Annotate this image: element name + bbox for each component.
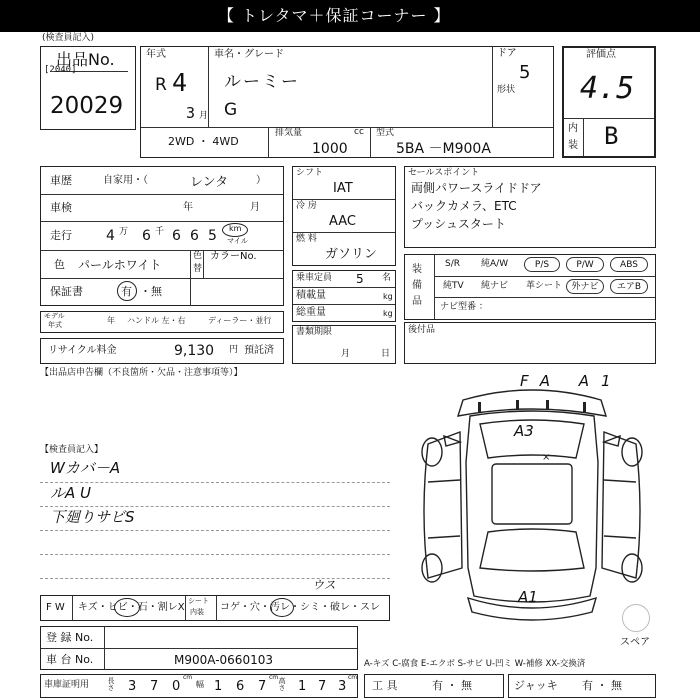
scratch-circle xyxy=(114,598,140,617)
inspector-line-2: ルA U xyxy=(50,484,92,502)
warranty-no: ・無 xyxy=(140,285,162,298)
equip-pw: P/W xyxy=(566,257,604,272)
sales-point-1: 両側パワースライドドア xyxy=(411,181,542,195)
gross-unit: kg xyxy=(383,309,393,318)
recycle-note: 預託済 xyxy=(244,345,274,356)
year-value: 4 xyxy=(172,68,188,97)
cert-v1-2: 0 xyxy=(172,679,181,694)
roof-note: A3 xyxy=(514,422,534,440)
top-note: (検査員記入) xyxy=(42,33,95,43)
chassis-label: 車 台 No. xyxy=(46,653,94,666)
shape-label: 形状 xyxy=(497,85,516,95)
cert-v1-1: 7 xyxy=(150,679,159,694)
inspection-year: 年 xyxy=(183,202,193,213)
certificate-label: 車庫証明用 xyxy=(44,680,90,690)
after-items-label: 後付品 xyxy=(408,325,436,335)
history-close: ） xyxy=(256,175,266,186)
model-year-l2: 年式 xyxy=(48,321,62,329)
jack-value: 有 ・ 無 xyxy=(582,679,622,692)
recycle-label: リサイクル料金 xyxy=(48,345,117,356)
spare-circle xyxy=(622,604,650,632)
month-unit: 月 xyxy=(199,111,209,121)
tools-value: 有 ・ 無 xyxy=(432,679,472,692)
sales-point-3: プッシュスタート xyxy=(411,217,506,231)
jack-label: ジャッキ xyxy=(514,679,558,692)
docs-month: 月 xyxy=(341,349,351,359)
docs-day: 日 xyxy=(381,349,391,359)
lot-sub: [2040] xyxy=(44,65,77,75)
interior-label-2: 装 xyxy=(568,140,578,151)
cert-l3: 高さ xyxy=(278,677,286,691)
recycle-unit: 円 xyxy=(229,345,239,355)
doors-label: ドア xyxy=(497,48,517,59)
stain-circle xyxy=(270,598,294,617)
type-value: 5BA －M900A xyxy=(396,141,491,157)
shift-value: IAT xyxy=(333,181,353,196)
drive-type: 2WD ・ 4WD xyxy=(168,135,239,148)
displacement-label: 排気量 xyxy=(275,128,303,138)
model-year-l1: モデル xyxy=(44,312,65,320)
month-value: 3 xyxy=(186,104,196,122)
stain-options: コゲ・穴・汚レ・シミ・破レ・スレ xyxy=(220,602,380,613)
fw-label: F W xyxy=(46,602,65,613)
mileage-sen-unit: 千 xyxy=(155,227,165,237)
cert-v2-2: 7 xyxy=(258,679,267,694)
cert-unit-2: cm xyxy=(269,674,279,681)
mileage-unit-km: km xyxy=(229,224,242,233)
color-change-1: 色 xyxy=(193,251,203,261)
mileage-d4: 5 xyxy=(208,228,217,244)
inspector-line-1: Wカバ－A xyxy=(50,459,121,477)
load-label: 積載量 xyxy=(296,290,326,301)
mileage-d2: 6 xyxy=(172,228,181,244)
equip-airbag: エアB xyxy=(610,279,648,294)
banner-title: 【 トレタマ＋保証コーナー 】 xyxy=(218,6,451,25)
inspection-label: 車検 xyxy=(50,201,72,214)
stain-handnote: ウス xyxy=(312,578,336,592)
equip-ext-navi: 外ナビ xyxy=(566,279,604,294)
equip-abs: ABS xyxy=(610,257,648,272)
capacity-unit: 名 xyxy=(382,273,392,283)
history-label: 車歴 xyxy=(50,174,72,187)
cert-v3-1: 7 xyxy=(318,679,327,694)
fuel-value: ガソリン xyxy=(325,247,378,262)
year-label: 年式 xyxy=(146,49,166,60)
ac-value: AAC xyxy=(329,214,356,229)
capacity-value: 5 xyxy=(356,272,364,286)
warranty-yes: 有 xyxy=(121,285,132,298)
evaluation-score: 4.5 xyxy=(580,71,635,106)
model-grade: G xyxy=(224,100,238,120)
history-options: 自家用・（ xyxy=(103,175,148,186)
equipment-label-2: 備 xyxy=(412,280,422,291)
gross-label: 総重量 xyxy=(296,307,326,318)
doors-value: 5 xyxy=(519,62,531,83)
color-value: パールホワイト xyxy=(78,258,162,272)
model-year-dealer: ディーラー・並行 xyxy=(208,316,272,325)
inspector-label: 【検査員記入】 xyxy=(40,445,104,455)
chassis-value: M900A-0660103 xyxy=(174,653,273,667)
color-change-2: 替 xyxy=(193,264,203,274)
sales-point-2: バックカメラ、ETC xyxy=(411,199,517,213)
equip-sr: S/R xyxy=(445,259,460,269)
front-note: FA A1 xyxy=(520,372,623,390)
cert-unit-3: cm xyxy=(348,674,358,681)
cert-v2-0: 1 xyxy=(214,679,223,694)
color-no-label: カラーNo. xyxy=(210,251,257,262)
model-year-year: 年 xyxy=(107,316,115,325)
cert-l1: 長さ xyxy=(107,677,115,691)
color-label: 色 xyxy=(54,258,65,271)
registration-label: 登 録 No. xyxy=(46,631,94,644)
cert-l2: 幅 xyxy=(196,680,204,689)
spare-label: スペア xyxy=(620,637,650,648)
lot-label: 出品No. xyxy=(56,50,115,69)
interior-label-1: 内 xyxy=(568,123,578,134)
scratch-options: キズ・ヒビ・石・割レX xyxy=(78,602,185,613)
warranty-label: 保証書 xyxy=(50,285,83,298)
mileage-d1: 6 xyxy=(142,228,151,244)
mileage-label: 走行 xyxy=(50,229,72,242)
equip-navi: 純ナビ xyxy=(481,281,509,291)
model-label: 車名・グレード xyxy=(214,49,284,60)
capacity-label: 乗車定員 xyxy=(296,273,333,283)
cert-unit-1: cm xyxy=(183,674,193,681)
mileage-unit-mile: マイル xyxy=(227,237,248,245)
docs-label: 書類期限 xyxy=(296,327,333,337)
cert-v1-0: 3 xyxy=(128,679,137,694)
equip-leather: 革シート xyxy=(526,281,563,291)
shift-label: シフト xyxy=(296,168,324,178)
sales-points-label: セールスポイント xyxy=(408,168,480,178)
equipment-label-3: 品 xyxy=(412,296,422,307)
after-items-box xyxy=(404,322,656,364)
tools-label: 工 具 xyxy=(372,679,398,692)
inspector-line-3: 下廻りサビS xyxy=(50,508,135,526)
load-unit: kg xyxy=(383,292,393,301)
evaluation-label: 評価点 xyxy=(586,49,616,60)
inspection-month: 月 xyxy=(250,202,260,213)
displacement-unit: cc xyxy=(354,127,364,137)
mileage-man: 4 xyxy=(106,228,115,244)
rear-note: A1 xyxy=(518,588,538,606)
cert-v3-0: 1 xyxy=(298,679,307,694)
equip-ps: P/S xyxy=(524,257,560,272)
history-value: レンタ xyxy=(190,175,229,190)
navi-model-label: ナビ型番 ： xyxy=(440,302,488,312)
cert-v3-2: 3 xyxy=(338,679,347,694)
interior-grade: B xyxy=(604,122,619,150)
lot-number: 20029 xyxy=(50,93,124,119)
ac-label: 冷 房 xyxy=(296,201,317,211)
fuel-label: 燃 料 xyxy=(296,234,317,244)
damage-legend: A-キズ C-腐食 E-エクボ S-サビ U-凹ミ W-補修 XX-交換済 xyxy=(364,659,586,669)
equip-aw: 純A/W xyxy=(481,259,509,269)
dealer-notes-label: 【出品店申告欄（不良箇所・欠品・注意事項等）】 xyxy=(40,368,243,378)
seat-label-1: シート xyxy=(188,597,209,605)
svg-text:×: × xyxy=(542,452,551,463)
equip-tv: 純TV xyxy=(443,281,464,291)
year-era: R xyxy=(155,75,167,95)
mileage-d3: 6 xyxy=(190,228,199,244)
recycle-value: 9,130 xyxy=(174,343,215,359)
seat-label-2: 内装 xyxy=(190,608,204,616)
displacement-value: 1000 xyxy=(312,141,348,157)
model-year-handle: ハンドル 左・右 xyxy=(127,316,186,325)
cert-v2-1: 6 xyxy=(236,679,245,694)
mileage-man-unit: 万 xyxy=(119,227,129,237)
equipment-label-1: 装 xyxy=(412,264,422,275)
type-label: 型式 xyxy=(376,128,395,138)
model-name: ルーミー xyxy=(224,72,300,92)
